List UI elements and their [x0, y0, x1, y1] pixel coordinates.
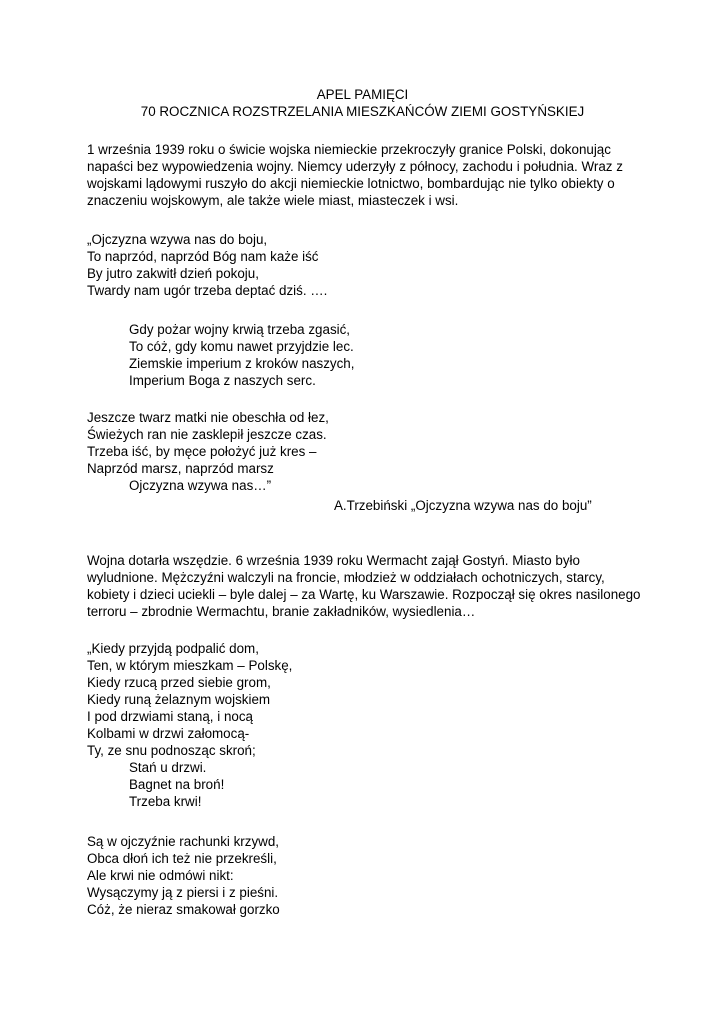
- title-line-1: APEL PAMIĘCI: [316, 87, 409, 102]
- middle-paragraph: [87, 552, 647, 620]
- document-title: [0, 86, 725, 120]
- paragraph-line: 1 września 1939 roku o świcie wojska niemieckie przekroczyły granice Polski, dokonując: [87, 142, 611, 157]
- poem1-stanza-3: [87, 409, 329, 494]
- poem-closing-line: Ojczyzna wzywa nas…”: [129, 478, 272, 493]
- poem-line: „Ojczyzna wzywa nas do boju,: [87, 232, 268, 247]
- poem-line: To naprzód, naprzód Bóg nam każe iść: [87, 249, 319, 264]
- paragraph-line: kobiety i dzieci uciekli – byle dalej – za Wartę, ku Warszawie. Rozpoczął się okres nasilonego: [87, 587, 641, 602]
- poem-indented-line: Trzeba krwi!: [129, 794, 202, 809]
- poem1-stanza-2: [129, 321, 354, 389]
- poem-line: „Kiedy przyjdą podpalić dom,: [87, 641, 259, 656]
- poem-line: Trzeba iść, by męce położyć już kres –: [87, 444, 317, 459]
- poem-indented-line: Bagnet na broń!: [129, 777, 225, 792]
- paragraph-line: wojskami lądowymi ruszyło do akcji niemieckie lotnictwo, bombardując nie tylko obiekty o: [87, 176, 615, 191]
- poem1-stanza-1: [87, 231, 327, 299]
- poem-line: To cóż, gdy komu nawet przyjdzie lec.: [129, 339, 354, 354]
- poem-attribution: A.Trzebiński „Ojczyzna wzywa nas do boju”: [334, 498, 592, 513]
- poem-indented-line: Stań u drzwi.: [129, 760, 207, 775]
- poem-line: Świeżych ran nie zasklepił jeszcze czas.: [87, 427, 327, 442]
- poem-line: By jutro zakwitł dzień pokoju,: [87, 266, 259, 281]
- poem-line: I pod drzwiami staną, i nocą: [87, 709, 253, 724]
- poem-line: Kiedy runą żelaznym wojskiem: [87, 692, 271, 707]
- poem-line: Ziemskie imperium z kroków naszych,: [129, 356, 355, 371]
- poem-line: Twardy nam ugór trzeba deptać dziś. ….: [87, 283, 328, 298]
- poem-line: Kiedy rzucą przed siebie grom,: [87, 675, 271, 690]
- poem-line: Naprzód marsz, naprzód marsz: [87, 461, 274, 476]
- poem-line: Ten, w którym mieszkam – Polskę,: [87, 658, 293, 673]
- paragraph-line: napaści bez wypowiedzenia wojny. Niemcy uderzyły z północy, zachodu i południa. Wraz z: [87, 159, 623, 174]
- poem-line: Gdy pożar wojny krwią trzeba zgasić,: [129, 322, 351, 337]
- intro-paragraph: [87, 141, 647, 209]
- poem-line: Ty, ze snu podnosząc skroń;: [87, 743, 256, 758]
- title-line-2: 70 ROCZNICA ROZSTRZELANIA MIESZKAŃCÓW ZIEMI GOSTYŃSKIEJ: [140, 104, 585, 119]
- poem2-stanza-1: [87, 640, 292, 810]
- paragraph-line: znaczeniu wojskowym, ale także wiele miast, miasteczek i wsi.: [87, 193, 459, 208]
- poem-line: Jeszcze twarz matki nie obeschła od łez,: [87, 410, 329, 425]
- poem2-stanza-2: [87, 833, 280, 918]
- poem-line: Są w ojczyźnie rachunki krzywd,: [87, 834, 279, 849]
- poem-line: Wysączymy ją z piersi i z pieśni.: [87, 885, 279, 900]
- poem-line: Obca dłoń ich też nie przekreśli,: [87, 851, 277, 866]
- poem-line: Cóż, że nieraz smakował gorzko: [87, 902, 280, 917]
- poem-line: Imperium Boga z naszych serc.: [129, 373, 316, 388]
- paragraph-line: Wojna dotarła wszędzie. 6 września 1939 roku Wermacht zajął Gostyń. Miasto było: [87, 553, 580, 568]
- paragraph-line: wyludnione. Mężczyźni walczyli na froncie, młodzież w oddziałach ochotniczych, starcy,: [87, 570, 605, 585]
- poem-line: Kolbami w drzwi załomocą-: [87, 726, 250, 741]
- poem-line: Ale krwi nie odmówi nikt:: [87, 868, 234, 883]
- paragraph-line: terroru – zbrodnie Wermachtu, branie zakładników, wysiedlenia…: [87, 604, 476, 619]
